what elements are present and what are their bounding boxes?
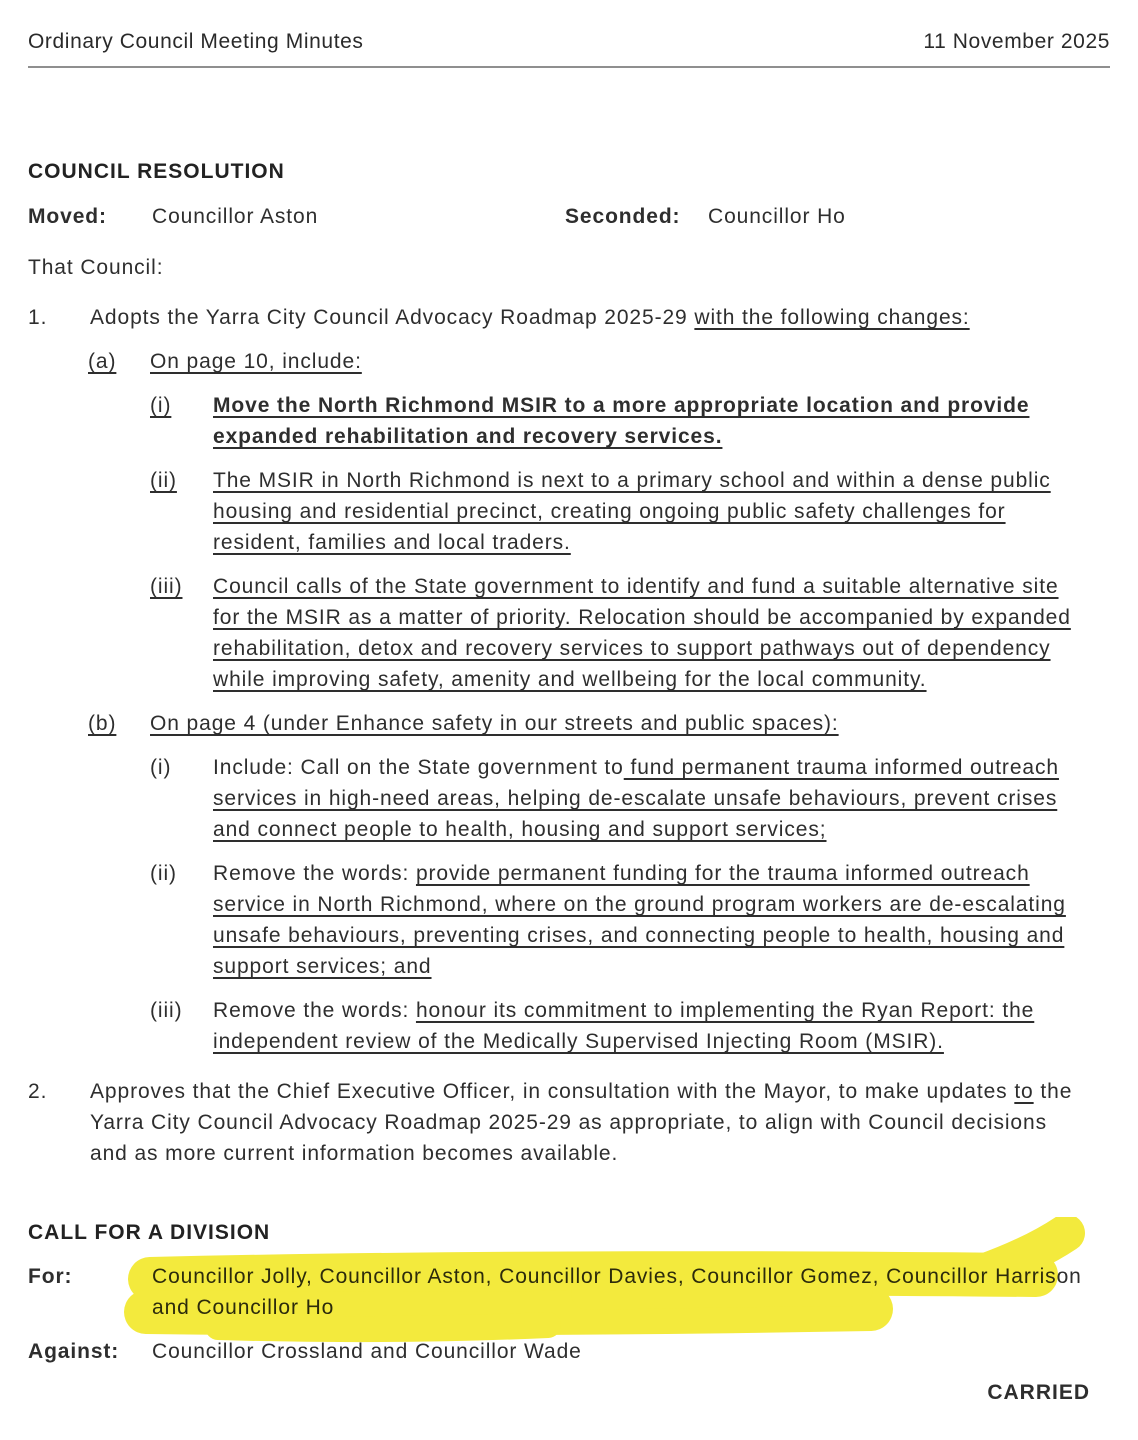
point-b-iii-text [213, 995, 1090, 1057]
against-value: Councillor Crossland and Councillor Wade [152, 1340, 582, 1363]
for-label: For: [28, 1265, 73, 1288]
item-1-text-plain: Adopts the Yarra City Council Advocacy Roadmap 2025-29 [90, 306, 695, 329]
sub-b-heading: On page 4 (under Enhance safety in our streets and public spaces): [150, 712, 839, 735]
document-date: 11 November 2025 [923, 30, 1110, 53]
division-against-row [28, 1336, 1090, 1367]
point-b-i [150, 752, 1090, 845]
document-title: Ordinary Council Meeting Minutes [28, 30, 364, 53]
item-1-text-underlined: with the following changes: [694, 306, 970, 329]
header-rule [28, 66, 1110, 68]
sub-item-b [88, 708, 1090, 739]
division-for-row [28, 1261, 1090, 1323]
point-a-i [150, 390, 1090, 452]
document-body [28, 156, 1110, 1408]
point-b-ii-text [213, 858, 1090, 982]
sub-b-label: (b) [88, 712, 117, 735]
resolution-item-2 [28, 1076, 1090, 1169]
resolution-preamble: That Council: [28, 256, 164, 279]
point-b-ii-plain: Remove the words: [213, 862, 416, 885]
against-label: Against: [28, 1340, 120, 1363]
sub-item-a [88, 346, 1090, 377]
seconded-value: Councillor Ho [708, 205, 846, 228]
document-header [28, 30, 1110, 54]
point-b-i-label: (i) [150, 756, 172, 779]
point-b-ii-underlined: provide permanent funding for the trauma informed outreach service in North Richmond, where on the ground program workers are de-escalating unsafe behaviours, preventing crises, and connecting people to health, housing and support services; and [213, 862, 1066, 978]
point-a-iii [150, 571, 1090, 695]
moved-label: Moved: [28, 205, 107, 228]
point-b-iii-plain: Remove the words: [213, 999, 416, 1022]
point-b-iii-label: (iii) [150, 999, 183, 1022]
sub-a-heading: On page 10, include: [150, 350, 362, 373]
point-b-iii-underlined: honour its commitment to implementing the Ryan Report: the independent review of the Medically Supervised Injecting Room (MSIR). [213, 999, 1035, 1053]
point-a-i-label: (i) [150, 394, 172, 417]
resolution-item-1 [28, 302, 1090, 333]
point-b-ii-label: (ii) [150, 862, 177, 885]
point-b-i-plain: Include: Call on the State government to [213, 756, 624, 779]
item-2-underlined: to [1014, 1080, 1034, 1103]
point-a-ii-text: The MSIR in North Richmond is next to a primary school and within a dense public housing and residential precinct, creating ongoing public safety challenges for resident, families and local traders. [213, 469, 1051, 554]
moved-value: Councillor Aston [152, 205, 319, 228]
point-b-ii [150, 858, 1090, 982]
seconded-label: Seconded: [565, 205, 681, 228]
for-value: Councillor Jolly, Councillor Aston, Councillor Davies, Councillor Gomez, Councillor Harrison and Councillor Ho [152, 1265, 1082, 1319]
point-a-ii-label: (ii) [150, 469, 177, 492]
moved-seconded-row [28, 201, 1090, 232]
division-heading: CALL FOR A DIVISION [28, 1221, 271, 1244]
item-1-number: 1. [28, 306, 48, 329]
item-2-part1: Approves that the Chief Executive Officer, in consultation with the Mayor, to make updates [90, 1080, 1015, 1103]
point-a-iii-label: (iii) [150, 575, 183, 598]
carried-result: CARRIED [987, 1381, 1090, 1404]
point-b-i-text [213, 752, 1090, 845]
point-b-i-underlined: fund permanent trauma informed outreach services in high-need areas, helping de-escalate unsafe behaviours, prevent crises and connect people to health, housing and support services; [213, 756, 1059, 841]
point-b-iii [150, 995, 1090, 1057]
division-section [28, 1217, 1090, 1408]
item-2-part2: the Yarra City Council Advocacy Roadmap 2025-29 as appropriate, to align with Council decisions and as more current information becomes available. [90, 1080, 1073, 1165]
point-a-i-text: Move the North Richmond MSIR to a more appropriate location and provide expanded rehabilitation and recovery services. [213, 394, 1030, 448]
point-a-ii [150, 465, 1090, 558]
item-2-text [90, 1076, 1090, 1169]
point-a-iii-text: Council calls of the State government to identify and fund a suitable alternative site for the MSIR as a matter of priority. Relocation should be accompanied by expanded rehabilitation, detox and recovery services to support pathways out of dependency while improving safety, amenity and wellbeing for the local community. [213, 575, 1071, 691]
item-1-text [90, 302, 1090, 333]
resolution-heading: COUNCIL RESOLUTION [28, 160, 285, 183]
sub-a-label: (a) [88, 350, 117, 373]
item-2-number: 2. [28, 1080, 48, 1103]
